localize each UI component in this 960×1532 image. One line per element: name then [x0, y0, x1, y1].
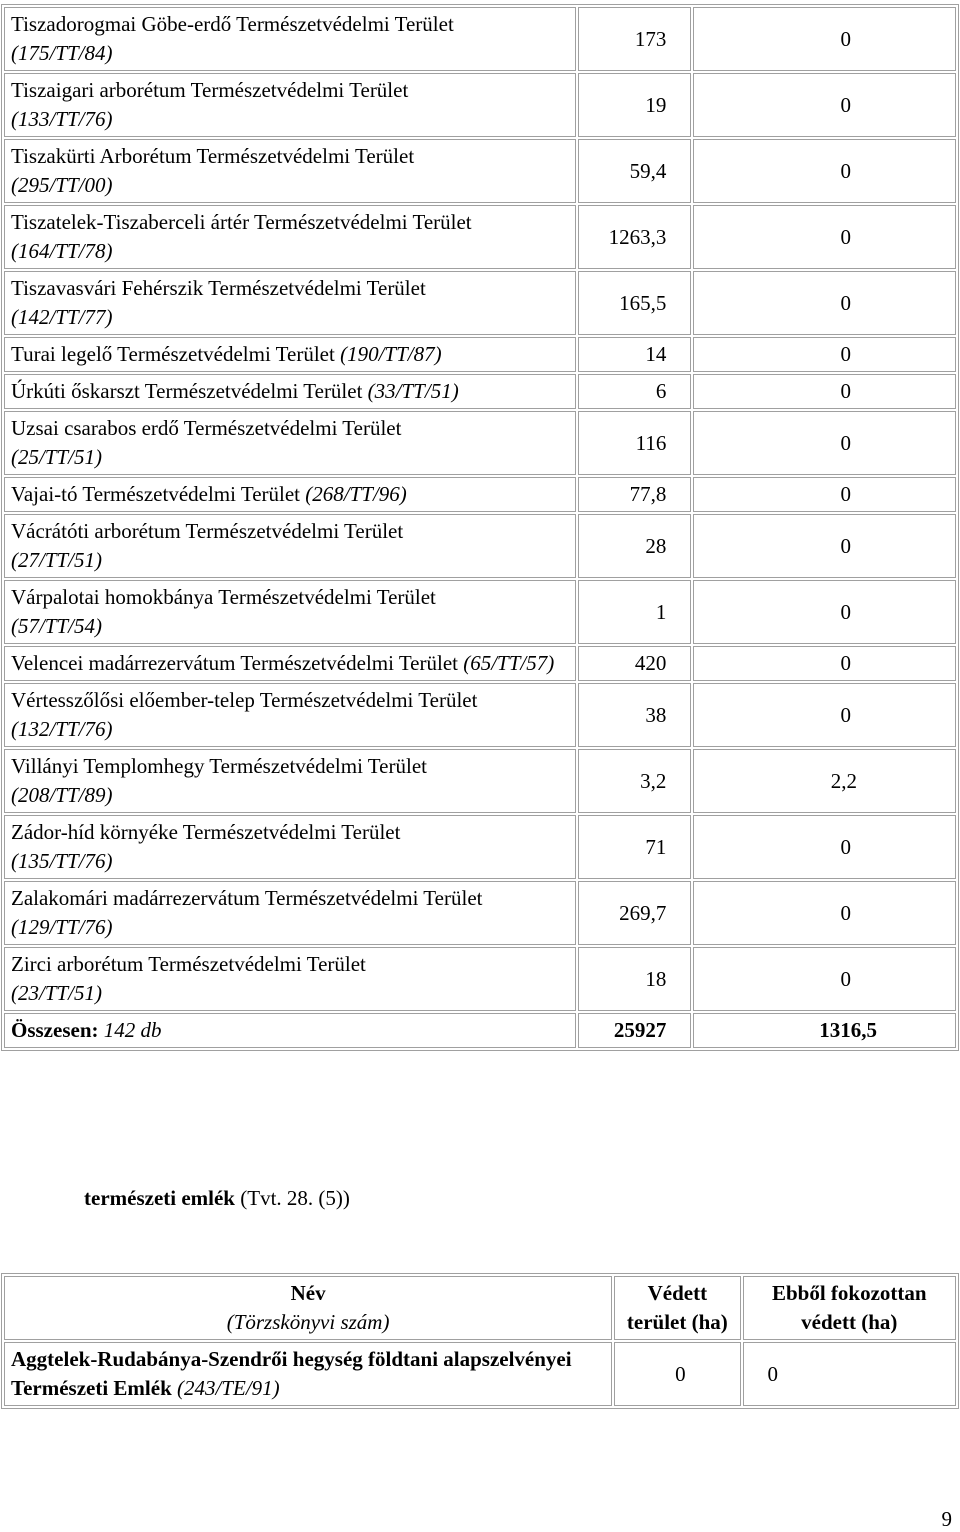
area-code: (208/TT/89): [11, 783, 113, 807]
page-number: 9: [941, 1507, 952, 1531]
area-protected-ha: 14: [578, 337, 691, 372]
area-strict-ha: 0: [693, 514, 956, 578]
header-area: Védett terület (ha): [614, 1276, 740, 1340]
area-protected-ha: 59,4: [578, 139, 691, 203]
area-protected-ha: 116: [578, 411, 691, 475]
table-row: [4, 477, 956, 512]
monument-code: (243/TE/91): [177, 1376, 280, 1400]
area-name-cell: [4, 205, 576, 269]
table-row: [4, 815, 956, 879]
area-protected-ha: 1: [578, 580, 691, 644]
area-strict-ha: 0: [693, 815, 956, 879]
table-row: [4, 683, 956, 747]
area-name: Tiszakürti Arborétum Természetvédelmi Terület: [11, 144, 415, 168]
area-strict-ha: 0: [693, 477, 956, 512]
area-name-cell: [4, 374, 576, 409]
header-code: (Törzskönyvi szám): [226, 1310, 390, 1334]
area-name: Vajai-tó Természetvédelmi Terület: [11, 482, 301, 506]
table-row: [4, 7, 956, 71]
total-count: 142 db: [103, 1018, 162, 1042]
area-name: Zirci arborétum Természetvédelmi Terület: [11, 952, 366, 976]
area-code: (27/TT/51): [11, 548, 103, 572]
area-name: Turai legelő Természetvédelmi Terület: [11, 342, 335, 366]
header-name: Név: [290, 1281, 326, 1305]
area-strict-ha: 0: [693, 683, 956, 747]
area-protected-ha: 38: [578, 683, 691, 747]
area-name-cell: [4, 815, 576, 879]
table-row: [4, 205, 956, 269]
area-strict-ha: 0: [693, 947, 956, 1011]
section-title: [84, 1184, 350, 1213]
area-strict-ha: 0: [693, 73, 956, 137]
area-name-cell: [4, 683, 576, 747]
area-name-cell: [4, 477, 576, 512]
area-code: (142/TT/77): [11, 305, 113, 329]
table-row: [4, 646, 956, 681]
area-protected-ha: 19: [578, 73, 691, 137]
area-strict-ha: 0: [693, 411, 956, 475]
area-strict-ha: 0: [693, 374, 956, 409]
area-protected-ha: 71: [578, 815, 691, 879]
area-code: (132/TT/76): [11, 717, 113, 741]
table-row: [4, 337, 956, 372]
area-protected-ha: 269,7: [578, 881, 691, 945]
area-name-cell: [4, 7, 576, 71]
area-name-cell: [4, 73, 576, 137]
area-code: (135/TT/76): [11, 849, 113, 873]
area-name: Zalakomári madárrezervátum Természetvédelmi Terület: [11, 886, 483, 910]
monument-area: 0: [614, 1342, 740, 1406]
area-name: Úrkúti őskarszt Természetvédelmi Terület: [11, 379, 363, 403]
monument-name: Aggtelek-Rudabánya-Szendrői hegység földtani alapszelvényei Természeti Emlék: [11, 1347, 572, 1400]
area-code: (133/TT/76): [11, 107, 113, 131]
section-ref: (Tvt. 28. (5)): [240, 1186, 350, 1210]
area-name-cell: [4, 749, 576, 813]
natural-monuments-table: [1, 1273, 959, 1409]
table-row: [4, 411, 956, 475]
monument-strict: 0: [743, 1342, 956, 1406]
area-strict-ha: 0: [693, 646, 956, 681]
area-code: (295/TT/00): [11, 173, 113, 197]
area-protected-ha: 6: [578, 374, 691, 409]
area-code: (33/TT/51): [367, 379, 459, 403]
total-label-cell: [4, 1013, 576, 1048]
area-strict-ha: 2,2: [693, 749, 956, 813]
area-name: Zádor-híd környéke Természetvédelmi Terület: [11, 820, 401, 844]
table-row: [4, 374, 956, 409]
area-name: Várpalotai homokbánya Természetvédelmi Terület: [11, 585, 436, 609]
table-row: [4, 139, 956, 203]
table-row: [4, 514, 956, 578]
area-name: Vértesszőlősi előember-telep Természetvédelmi Terület: [11, 688, 478, 712]
area-name: Vácrátóti arborétum Természetvédelmi Terület: [11, 519, 404, 543]
area-protected-ha: 28: [578, 514, 691, 578]
area-strict-ha: 0: [693, 271, 956, 335]
table-row: [4, 73, 956, 137]
area-name: Tiszaigari arborétum Természetvédelmi Terület: [11, 78, 409, 102]
area-protected-ha: 420: [578, 646, 691, 681]
area-name: Villányi Templomhegy Természetvédelmi Terület: [11, 754, 427, 778]
area-name-cell: [4, 271, 576, 335]
header-row: [4, 1276, 956, 1340]
header-strict: Ebből fokozottan védett (ha): [743, 1276, 956, 1340]
monument-row: [4, 1342, 956, 1406]
area-protected-ha: 3,2: [578, 749, 691, 813]
area-name-cell: [4, 580, 576, 644]
table-row: [4, 580, 956, 644]
monument-name-cell: [4, 1342, 612, 1406]
area-name-cell: [4, 411, 576, 475]
area-name-cell: [4, 881, 576, 945]
area-name: Uzsai csarabos erdő Természetvédelmi Terület: [11, 416, 402, 440]
area-code: (164/TT/78): [11, 239, 113, 263]
area-name-cell: [4, 947, 576, 1011]
area-name-cell: [4, 139, 576, 203]
area-strict-ha: 0: [693, 205, 956, 269]
area-code: (57/TT/54): [11, 614, 103, 638]
area-protected-ha: 165,5: [578, 271, 691, 335]
header-name-cell: [4, 1276, 612, 1340]
area-strict-ha: 0: [693, 881, 956, 945]
area-strict-ha: 0: [693, 139, 956, 203]
area-protected-ha: 1263,3: [578, 205, 691, 269]
area-code: (190/TT/87): [340, 342, 442, 366]
area-code: (25/TT/51): [11, 445, 103, 469]
area-protected-ha: 173: [578, 7, 691, 71]
table-row: [4, 881, 956, 945]
protected-areas-table: [1, 4, 959, 1051]
area-code: (175/TT/84): [11, 41, 113, 65]
protected-areas-body: [4, 7, 956, 1048]
area-strict-ha: 0: [693, 7, 956, 71]
total-label: Összesen:: [11, 1018, 99, 1042]
total-row: [4, 1013, 956, 1048]
area-code: (129/TT/76): [11, 915, 113, 939]
area-name-cell: [4, 646, 576, 681]
table-row: [4, 947, 956, 1011]
area-strict-ha: 0: [693, 580, 956, 644]
area-name: Velencei madárrezervátum Természetvédelmi Terület: [11, 651, 458, 675]
total-strict: 1316,5: [693, 1013, 956, 1048]
area-protected-ha: 77,8: [578, 477, 691, 512]
table-row: [4, 749, 956, 813]
area-protected-ha: 18: [578, 947, 691, 1011]
area-name: Tiszavasvári Fehérszik Természetvédelmi Terület: [11, 276, 426, 300]
total-area: 25927: [578, 1013, 691, 1048]
area-name: Tiszatelek-Tiszaberceli ártér Természetvédelmi Terület: [11, 210, 472, 234]
table-row: [4, 271, 956, 335]
area-strict-ha: 0: [693, 337, 956, 372]
area-code: (23/TT/51): [11, 981, 103, 1005]
area-code: (65/TT/57): [463, 651, 555, 675]
area-name-cell: [4, 514, 576, 578]
area-name-cell: [4, 337, 576, 372]
area-code: (268/TT/96): [305, 482, 407, 506]
area-name: Tiszadorogmai Göbe-erdő Természetvédelmi Terület: [11, 12, 454, 36]
section-title-text: természeti emlék: [84, 1186, 235, 1210]
